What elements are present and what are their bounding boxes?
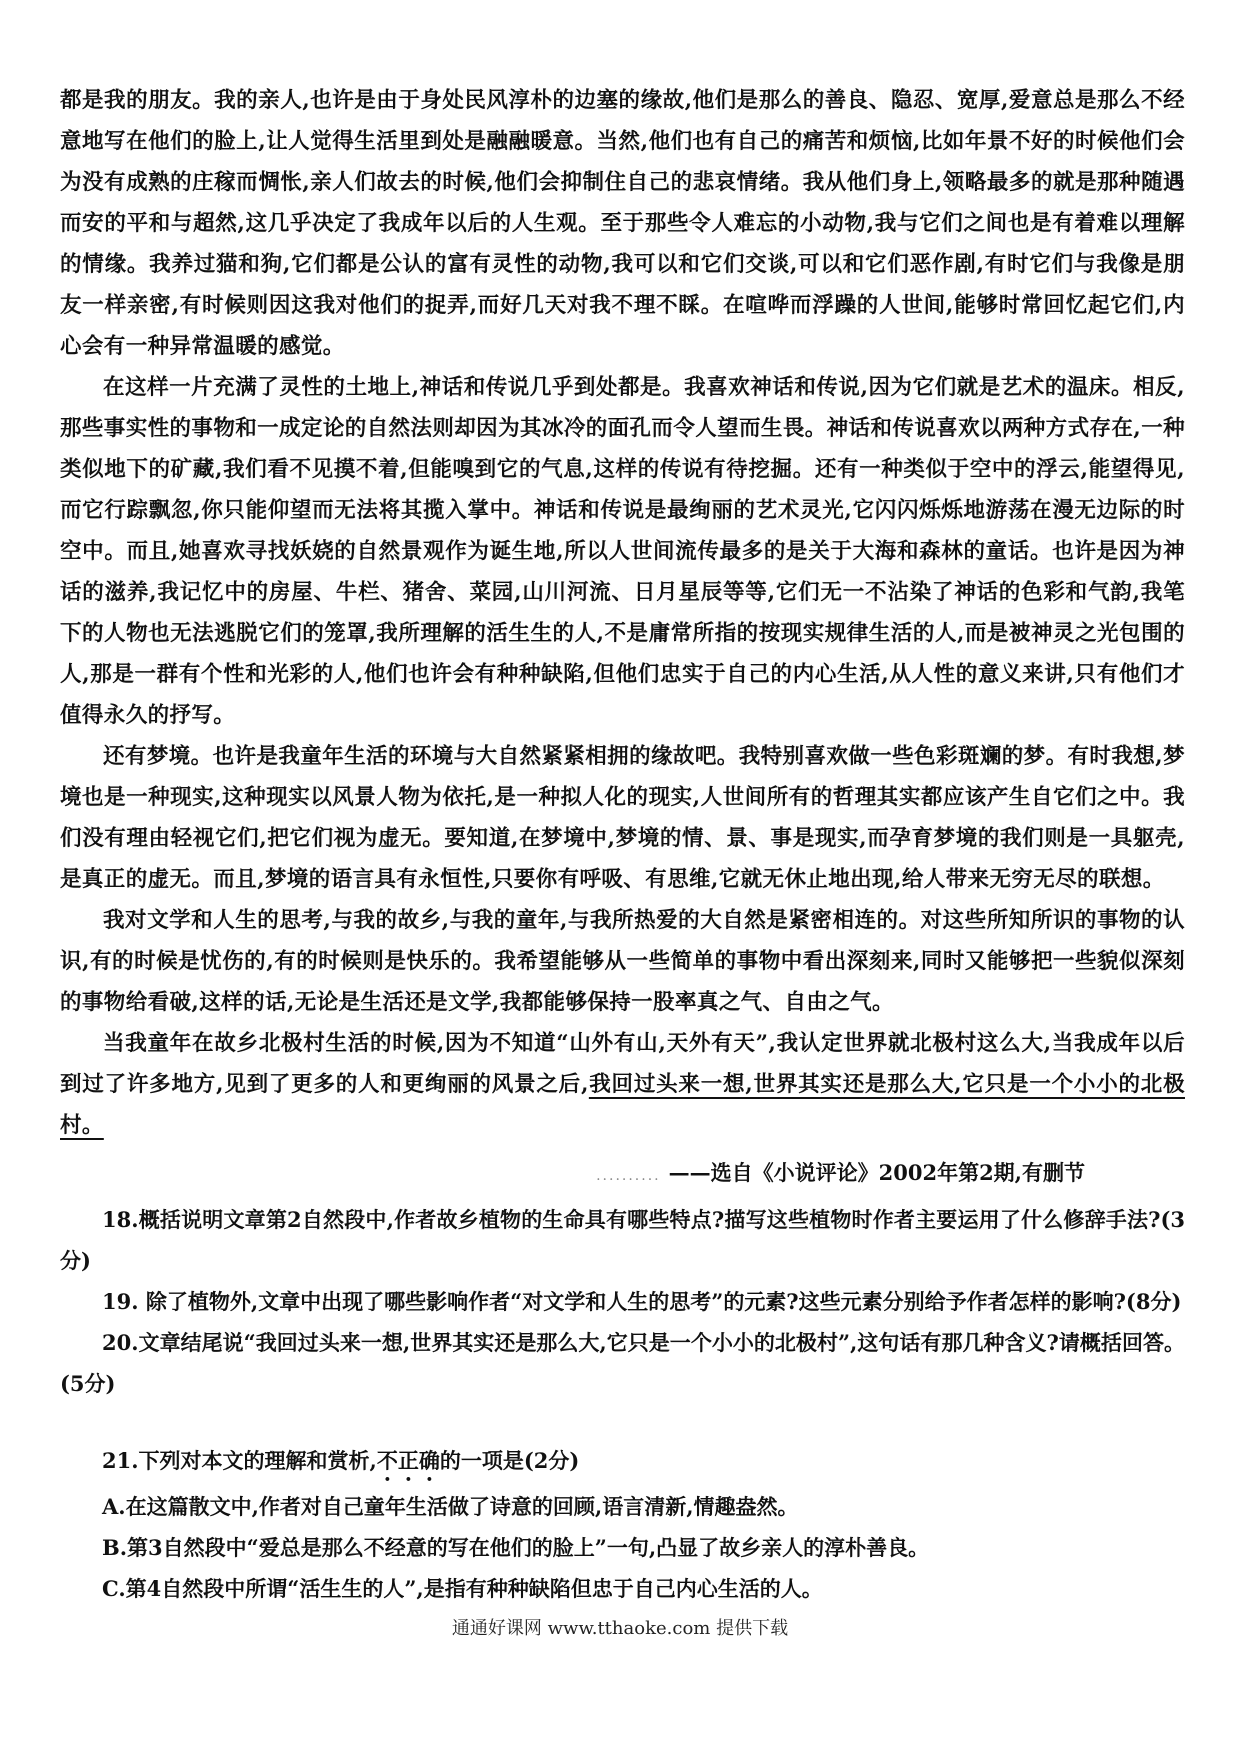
option-a: A.在这篇散文中,作者对自己童年生活做了诗意的回顾,语言清新,情趣盎然。 [102, 1494, 799, 1519]
paragraph-5-underlined: 我回过头来一想,世界其实还是那么大,它只是一个小小的北极村。 [60, 1072, 1185, 1138]
option-c: C.第4自然段中所谓“活生生的人”,是指有种种缺陷但忠于自己内心生活的人。 [102, 1576, 823, 1601]
paragraph-2: 在这样一片充满了灵性的土地上,神话和传说几乎到处都是。我喜欢神话和传说,因为它们就是艺术的温床。相反,那些事实性的事物和一成定论的自然法则却因为其冰冷的面孔而令人望而生畏。神话和传说喜欢以两种方式存在,一种类似地下的矿藏,我们看不见摸不着,但能嗅到它的气息,这样的传说有待挖掘。还有一种类似于空中的浮云,能望得见,而它行踪飘忽,你只能仰望而无法将其揽入掌中。神话和传说是最绚丽的艺术灵光,它闪闪烁烁地游荡在漫无边际的时空中。而且,她喜欢寻找妖娆的自然景观作为诞生地,所以人世间流传最多的是关于大海和森林的童话。也许是因为神话的滋养,我记忆中的房屋、牛栏、猪舍、菜园,山川河流、日月星辰等等,它们无一不沾染了神话的色彩和气韵,我笔下的人物也无法逃脱它们的笼罩,我所理解的活生生的人,不是庸常所指的按现实规律生活的人,而是被神灵之光包围的人,那是一群有个性和光彩的人,他们也许会有种种缺陷,但他们忠实于自己的内心生活,从人性的意义来讲,只有他们才值得永久的抒写。 [60, 375, 1185, 728]
spacer [60, 1404, 1185, 1440]
paragraph-5-text: 当我童年在故乡北极村生活的时候,因为不知道“山外有山,天外有天”,我认定世界就北极村这么大,当我成年以后到过了许多地方,见到了更多的人和更绚丽的风景之后, [60, 1031, 1185, 1097]
question-21 [60, 1440, 1185, 1486]
source-citation [60, 1152, 1185, 1197]
source-text: ——选自《小说评论》2002年第2期,有删节 [668, 1160, 1085, 1185]
option-b: B.第3自然段中“爱总是那么不经意的写在他们的脸上”一句,凸显了故乡亲人的淳朴善良。 [102, 1535, 930, 1560]
question-21-prefix: 21.下列对本文的理解和赏析, [102, 1448, 377, 1473]
paragraph-3: 还有梦境。也许是我童年生活的环境与大自然紧紧相拥的缘故吧。我特别喜欢做一些色彩斑斓的梦。有时我想,梦境也是一种现实,这种现实以风景人物为依托,是一种拟人化的现实,人世间所有的哲理其实都应该产生自它们之中。我们没有理由轻视它们,把它们视为虚无。要知道,在梦境中,梦境的情、景、事是现实,而孕育梦境的我们则是一具躯壳,是真正的虚无。而且,梦境的语言具有永恒性,只要你有呼吸、有思维,它就无休止地出现,给人带来无穷无尽的联想。 [60, 744, 1185, 892]
question-21-emphasis: 不正确 [376, 1448, 440, 1473]
question-19: 19. 除了植物外,文章中出现了哪些影响作者“对文学和人生的思考”的元素?这些元素分别给予作者怎样的影响?(8分) [102, 1289, 1182, 1314]
paragraph-4: 我对文学和人生的思考,与我的故乡,与我的童年,与我所热爱的大自然是紧密相连的。对这些所知所识的事物的认识,有的时候是忧伤的,有的时候则是快乐的。我希望能够从一些简单的事物中看出深刻来,同时又能够把一些貌似深刻的事物给看破,这样的话,无论是生活还是文学,我都能够保持一股率真之气、自由之气。 [60, 908, 1185, 1015]
document-page [60, 80, 1185, 1609]
question-18: 18.概括说明文章第2自然段中,作者故乡植物的生命具有哪些特点?描写这些植物时作者主要运用了什么修辞手法?(3分) [60, 1207, 1185, 1273]
question-20: 20.文章结尾说“我回过头来一想,世界其实还是那么大,它只是一个小小的北极村”,这句话有那几种含义?请概括回答。(5分) [60, 1330, 1185, 1396]
page-footer: 通通好课网 www.tthaoke.com 提供下载 [451, 1618, 789, 1639]
question-21-suffix: 的一项是(2分) [439, 1448, 580, 1473]
paragraph-5 [60, 1023, 1185, 1146]
source-dots: .......... [596, 1168, 661, 1184]
paragraph-1: 都是我的朋友。我的亲人,也许是由于身处民风淳朴的边塞的缘故,他们是那么的善良、隐忍、宽厚,爱意总是那么不经意地写在他们的脸上,让人觉得生活里到处是融融暖意。当然,他们也有自己的痛苦和烦恼,比如年景不好的时候他们会为没有成熟的庄稼而惆怅,亲人们故去的时候,他们会抑制住自己的悲哀情绪。我从他们身上,领略最多的就是那种随遇而安的平和与超然,这几乎决定了我成年以后的人生观。至于那些令人难忘的小动物,我与它们之间也是有着难以理解的情缘。我养过猫和狗,它们都是公认的富有灵性的动物,我可以和它们交谈,可以和它们恶作剧,有时它们与我像是朋友一样亲密,有时候则因这我对他们的捉弄,而好几天对我不理不睬。在喧哗而浮躁的人世间,能够时常回忆起它们,内心会有一种异常温暖的感觉。 [60, 88, 1185, 359]
